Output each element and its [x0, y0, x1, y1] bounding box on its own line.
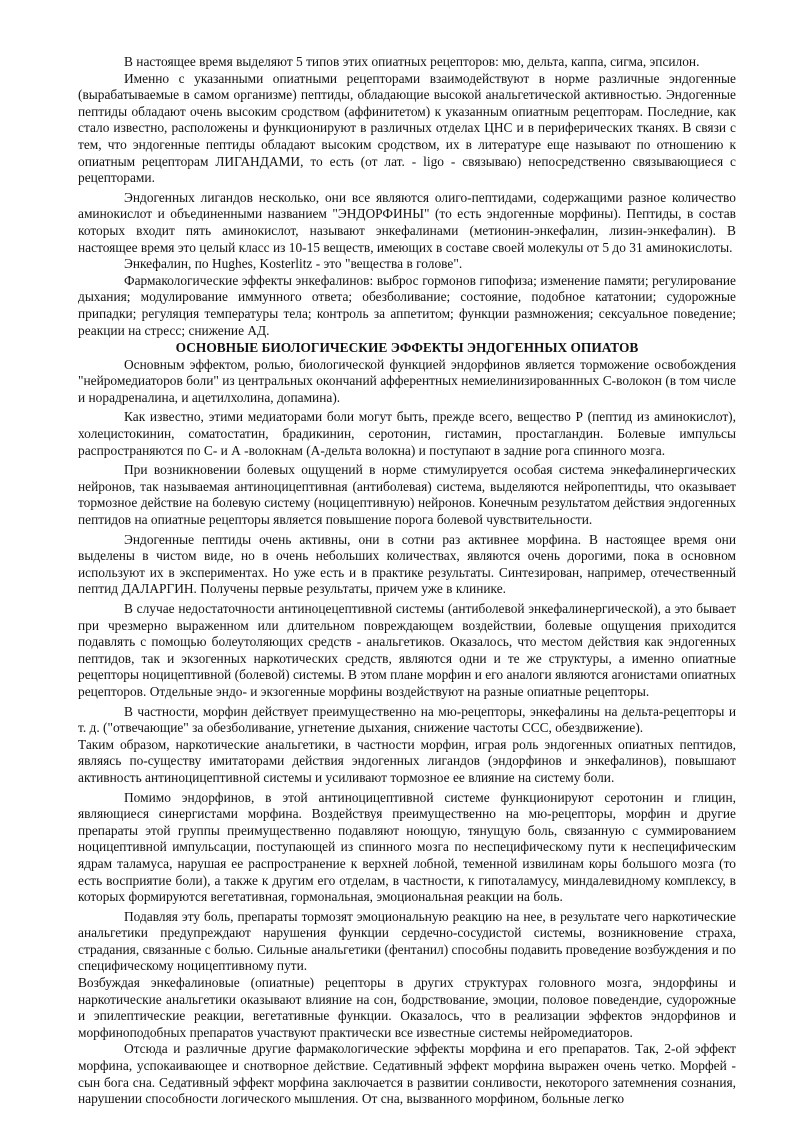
paragraph: Эндогенные пептиды очень активны, они в сотни раз активнее морфина. В настоящее время они выделены в чистом виде, но в очень небольших количествах, являются очень дорогими, пока в основном используют их в экспериментах. Но уже есть и в практике результаты. Синтезирован, например, отечественный пептид ДАЛАРГИН. Получены первые результаты, причем уже в клинике.: [78, 531, 736, 597]
paragraph: При возникновении болевых ощущений в норме стимулируется особая система энкефалинергических нейронов, так называемая антиноцицептивная (антиболевая) система, выделяются нейропептиды, что оказывает тормозное действие на болевую систему (ноцицептивную) нейронов. Конечным результатом действия эндогенных пептидов на опиатные рецепторы является повышение порога болевой чувствительности.: [78, 462, 736, 528]
paragraph: В случае недостаточности антиноцецептивной системы (антиболевой энкефалинергической), а это бывает при чрезмерно выраженном или длительном повреждающем воздействии, болевые ощущения приходится подавлять с помощью болеутоляющих средств - анальгетиков. Оказалось, что местом действия как эндогенных пептидов, так и экзогенных наркотических средств, являются одни и те же структуры, а именно опиатные рецепторы ноцицептивной (болевой) системы. В этом плане морфин и его аналоги являются агонистами опиатных рецепторов. Отдельные эндо- и экзогенные морфины воздействуют на разные опиатные рецепторы.: [78, 601, 736, 699]
paragraph: Помимо эндорфинов, в этой антиноцицептивной системе функционируют серотонин и глицин, являющиеся синергистами морфина. Воздействуя преимущественно на мю-рецепторы, морфин и другие препараты этой группы преимущественно подавляют ноющую, тянущую боль, связанную с суммированием ноцицептивной импульсации, поступающей из спинного мозга по неспецифическому пути к неспецифическим ядрам таламуса, нарушая ее распространение к верхней лобной, теменной извилинам коры большого мозга (то есть восприятие боли), а также к другим его отделам, в частности, к гипоталамусу, миндалевидному комплексу, в которых формируются вегетативная, гормональная, эмоциональная реакции на боль.: [78, 789, 736, 905]
paragraph: В настоящее время выделяют 5 типов этих опиатных рецепторов: мю, дельта, каппа, сигма, эпсилон.: [124, 54, 700, 69]
paragraph: Фармакологические эффекты энкефалинов: выброс гормонов гипофиза; изменение памяти; регулирование дыхания; модулирование иммунного ответа; обезболивание; состояние, подобное кататонии; судорожные припадки; регуляция температуры тела; контроль за аппетитом; функции размножения; сексуальное поведение; реакции на стресс; снижение АД.: [78, 272, 736, 338]
paragraph: Отсюда и различные другие фармакологические эффекты морфина и его препаратов. Так, 2-ой эффект морфина, успокаивающее и снотворное действие. Седативный эффект морфина выражен очень четко. Морфей - сын бога сна. Седативный эффект морфина заключается в развитии сонливости, некоторого затемнения сознания, нарушении способности логического мышления. От сна, вызванного морфином, больные легко: [78, 1041, 736, 1107]
paragraph: Основным эффектом, ролью, биологической функцией эндорфинов является торможение освобождения "нейромедиаторов боли" из центральных окончаний афферентных немиелинизированнных С-волокон (в том числе и норадреналина, и ацетилхолина, допамина).: [78, 356, 736, 405]
paragraph: Возбуждая энкефалиновые (опиатные) рецепторы в других структурах головного мозга, эндорфины и наркотические анальгетики оказывают влияние на сон, бодрствование, эмоции, половое поведендие, судорожные и эпилептические реакции, вегетативные функции. Оказалось, что в реализации эффектов эндорфинов и морфиноподобных препаратов участвуют практически все известные системы нейромедиаторов.: [78, 975, 736, 1040]
paragraph: Как известно, этими медиаторами боли могут быть, прежде всего, вещество Р (пептид из аминокислот), холецистокинин, соматостатин, брадикинин, серотонин, гистамин, простагландин. Болевые импульсы распространяются по С- и А -волокнам (А-дельта волокна) и поступают в задние рога спинного мозга.: [78, 409, 736, 458]
paragraph: В частности, морфин действует преимущественно на мю-рецепторы, энкефалины на дельта-рецепторы и т. д. ("отвечающие" за обезболивание, угнетение дыхания, снижение частоты ССС, обездвижение).: [78, 703, 736, 736]
paragraph: Именно с указанными опиатными рецепторами взаимодействуют в норме различные эндогенные (вырабатываемые в самом организме) пептиды, обладающие высокой анальгетической активностью. Эндогенные пептиды обладают очень высоким сродством (аффинитетом) к указанным опиатным рецепторам. Последние, как стало известно, расположены и функционируют в различных отделах ЦНС и в периферических тканях. В связи с тем, что эндогенные пептиды обладают высоким сродством, их в литературе еще называют по отношению к опиатным рецепторам ЛИГАНДАМИ, то есть (от лат. - ligo - связываю) непосредственно связывающиеся с рецепторами.: [78, 70, 736, 186]
paragraph: Эндогенных лигандов несколько, они все являются олиго-пептидами, содержащими разное количество аминокислот и объединенными названием "ЭНДОРФИНЫ" (то есть эндогенные морфины). Пептиды, в состав которых входит пять аминокислот, называют энкефалинами (метионин-энкефалин, лизин-энкефалин). В настоящее время это целый класс из 10-15 веществ, имеющих в составе своей молекулы от 5 до 31 аминокислоты.: [78, 189, 736, 255]
paragraph: Таким образом, наркотические анальгетики, в частности морфин, играя роль эндогенных опиатных пептидов, являясь по-существу имитаторами действия эндогенных лигандов (эндорфинов и энкефалинов), повышают активность антиноцицептивной системы и усиливают тормозное ее влияние на систему боли.: [78, 736, 736, 785]
section-heading: ОСНОВНЫЕ БИОЛОГИЧЕСКИЕ ЭФФЕКТЫ ЭНДОГЕННЫХ ОПИАТОВ: [175, 340, 639, 356]
document-body: [78, 54, 736, 1108]
paragraph: Подавляя эту боль, препараты тормозят эмоциональную реакцию на нее, в результате чего наркотические анальгетики предупреждают нарушения функции сердечно-сосудистой системы, возникновение страха, страдания, связанные с болью. Сильные анальгетики (фентанил) способны подавить проведение возбуждения и по специфическому ноцицептивному пути.: [78, 908, 736, 974]
paragraph: Энкефалин, по Hughes, Kosterlitz - это "вещества в голове".: [124, 256, 463, 272]
